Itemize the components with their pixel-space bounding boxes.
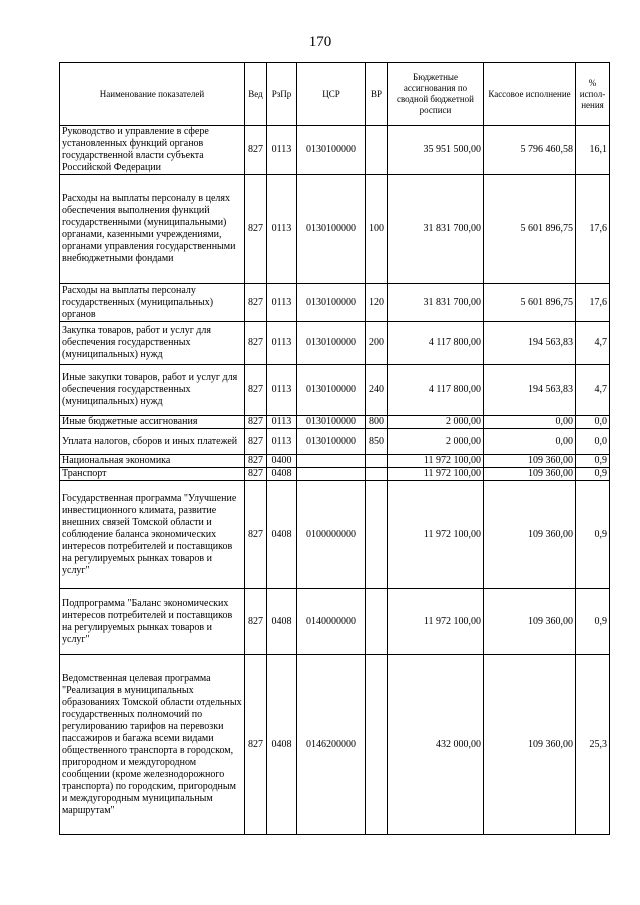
header-rzpr: РзПр [267,63,297,126]
header-cash: Кассовое исполнение [484,63,576,126]
row-name: Государственная программа "Улучшение инвестиционного климата, развитие внешних связей Томской области и соблюдение баланса экономических интересов потребителей и поставщиков на регулируемых рынках товаров и услуг" [60,481,245,589]
row-csr: 0130100000 [297,284,366,322]
budget-execution-table [59,62,610,835]
row-percent: 0,9 [576,589,610,655]
row-name: Иные закупки товаров, работ и услуг для обеспечения государственных (муниципальных) нужд [60,365,245,416]
table-row [60,589,610,655]
row-vr: 850 [366,429,388,455]
row-cash: 5 796 460,58 [484,126,576,175]
row-rzpr: 0113 [267,429,297,455]
row-percent: 0,9 [576,481,610,589]
header-row [60,63,610,126]
row-csr: 0100000000 [297,481,366,589]
row-name: Транспорт [60,468,245,481]
row-vr [366,655,388,835]
row-name: Расходы на выплаты персоналу государственных (муниципальных) органов [60,284,245,322]
row-vr: 100 [366,175,388,284]
table-row [60,481,610,589]
row-vr [366,589,388,655]
table-row [60,468,610,481]
row-csr: 0140000000 [297,589,366,655]
row-budget: 2 000,00 [388,416,484,429]
row-budget: 11 972 100,00 [388,455,484,468]
row-ved: 827 [245,126,267,175]
row-budget: 4 117 800,00 [388,365,484,416]
row-rzpr: 0408 [267,589,297,655]
table-row [60,655,610,835]
row-percent: 0,0 [576,429,610,455]
row-name: Национальная экономика [60,455,245,468]
row-vr [366,455,388,468]
row-budget: 432 000,00 [388,655,484,835]
row-rzpr: 0113 [267,175,297,284]
row-rzpr: 0113 [267,322,297,365]
row-rzpr: 0113 [267,126,297,175]
row-csr: 0130100000 [297,322,366,365]
row-budget: 2 000,00 [388,429,484,455]
row-budget: 11 972 100,00 [388,481,484,589]
row-name: Ведомственная целевая программа "Реализация в муниципальных образованиях Томской области отдельных государственных полномочий по регулированию тарифов на перевозки пассажиров и багажа всеми видами общественного транспорта в городском, пригородном и междугородном сообщении (кроме железнодорожного транспорта) по городским, пригородным и междугородным муниципальным маршрутам" [60,655,245,835]
row-budget: 11 972 100,00 [388,468,484,481]
row-cash: 109 360,00 [484,589,576,655]
row-percent: 17,6 [576,175,610,284]
row-percent: 0,9 [576,455,610,468]
row-ved: 827 [245,284,267,322]
header-name: Наименование показателей [60,63,245,126]
table-row [60,365,610,416]
row-percent: 4,7 [576,322,610,365]
row-cash: 5 601 896,75 [484,175,576,284]
row-cash: 0,00 [484,429,576,455]
header-csr: ЦСР [297,63,366,126]
row-vr: 120 [366,284,388,322]
row-ved: 827 [245,655,267,835]
row-ved: 827 [245,589,267,655]
row-name: Подпрограмма "Баланс экономических интересов потребителей и поставщиков на регулируемых рынках товаров и услуг" [60,589,245,655]
row-vr [366,481,388,589]
row-rzpr: 0408 [267,481,297,589]
row-budget: 31 831 700,00 [388,284,484,322]
row-csr [297,455,366,468]
row-rzpr: 0113 [267,416,297,429]
row-budget: 11 972 100,00 [388,589,484,655]
row-csr: 0146200000 [297,655,366,835]
row-vr: 240 [366,365,388,416]
row-budget: 31 831 700,00 [388,175,484,284]
row-cash: 194 563,83 [484,365,576,416]
row-cash: 109 360,00 [484,481,576,589]
row-csr: 0130100000 [297,416,366,429]
row-csr: 0130100000 [297,365,366,416]
row-name: Расходы на выплаты персоналу в целях обеспечения выполнения функций государственными (муниципальными) органами, казенными учреждениями, органами управления государственными внебюджетными фондами [60,175,245,284]
row-ved: 827 [245,468,267,481]
row-rzpr: 0408 [267,468,297,481]
row-csr: 0130100000 [297,175,366,284]
row-rzpr: 0113 [267,365,297,416]
table-row [60,175,610,284]
row-ved: 827 [245,322,267,365]
row-budget: 4 117 800,00 [388,322,484,365]
row-name: Уплата налогов, сборов и иных платежей [60,429,245,455]
row-ved: 827 [245,365,267,416]
row-rzpr: 0113 [267,284,297,322]
row-ved: 827 [245,481,267,589]
row-cash: 5 601 896,75 [484,284,576,322]
row-rzpr: 0400 [267,455,297,468]
row-cash: 109 360,00 [484,468,576,481]
row-csr: 0130100000 [297,126,366,175]
table-row [60,284,610,322]
row-name: Руководство и управление в сфере установленных функций органов государственной власти субъекта Российской Федерации [60,126,245,175]
table-row [60,416,610,429]
header-ved: Вед [245,63,267,126]
table-row [60,322,610,365]
row-percent: 16,1 [576,126,610,175]
row-csr [297,468,366,481]
row-percent: 17,6 [576,284,610,322]
header-vr: ВР [366,63,388,126]
row-percent: 25,3 [576,655,610,835]
row-ved: 827 [245,455,267,468]
header-percent: % испол-нения [576,63,610,126]
row-percent: 4,7 [576,365,610,416]
row-name: Иные бюджетные ассигнования [60,416,245,429]
row-budget: 35 951 500,00 [388,126,484,175]
table-row [60,429,610,455]
row-name: Закупка товаров, работ и услуг для обеспечения государственных (муниципальных) нужд [60,322,245,365]
row-vr [366,468,388,481]
row-vr: 200 [366,322,388,365]
page-number: 170 [308,34,332,50]
row-percent: 0,9 [576,468,610,481]
row-cash: 194 563,83 [484,322,576,365]
row-cash: 0,00 [484,416,576,429]
row-cash: 109 360,00 [484,655,576,835]
table-row [60,455,610,468]
row-csr: 0130100000 [297,429,366,455]
row-vr [366,126,388,175]
row-percent: 0,0 [576,416,610,429]
row-ved: 827 [245,429,267,455]
table-row [60,126,610,175]
row-cash: 109 360,00 [484,455,576,468]
header-budget: Бюджетные ассигнования по сводной бюджетной росписи [388,63,484,126]
row-ved: 827 [245,416,267,429]
row-rzpr: 0408 [267,655,297,835]
row-vr: 800 [366,416,388,429]
row-ved: 827 [245,175,267,284]
